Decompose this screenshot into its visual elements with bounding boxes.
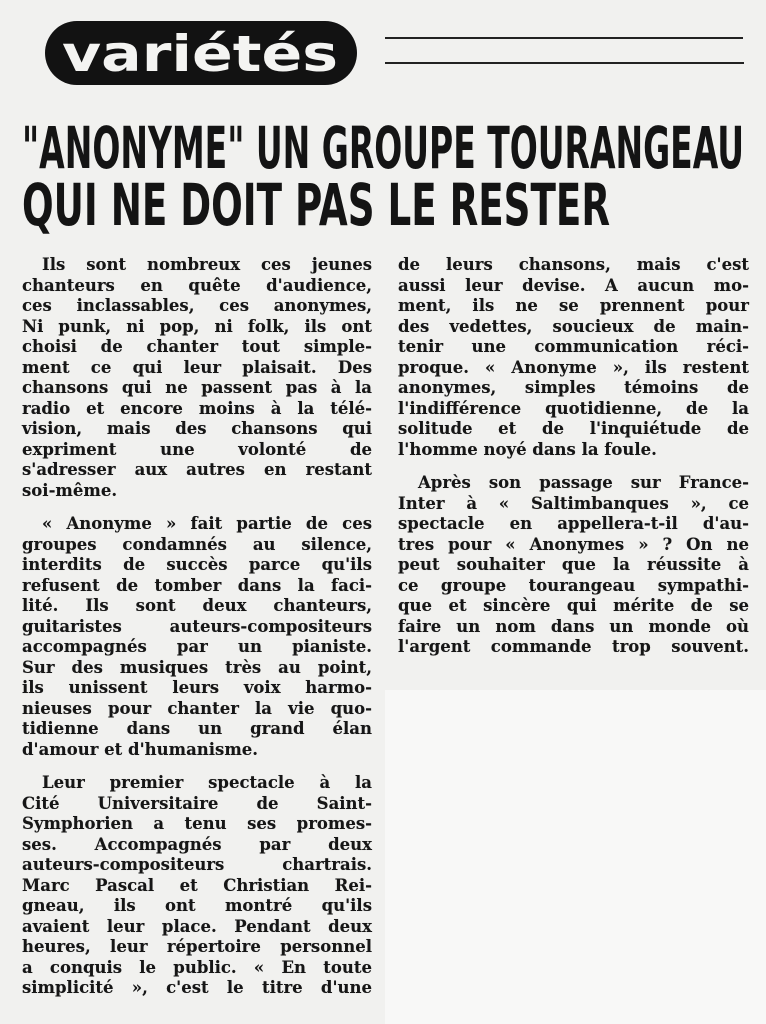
- text-line: que et sincère qui mérite de se: [398, 596, 749, 615]
- text-line: peut souhaiter que la réussite à: [398, 555, 749, 574]
- text-line: groupes condamnés au silence,: [22, 534, 372, 554]
- text-line: nieuses pour chanter la vie quo-: [22, 698, 372, 718]
- text-line: aussi leur devise. A aucun mo-: [398, 275, 749, 295]
- text-line: Ils sont nombreux ces jeunes: [42, 255, 372, 274]
- paragraph: [398, 473, 749, 658]
- text-line: ment ce qui leur plaisait. Des: [22, 357, 372, 377]
- text-line: Sur des musiques très au point,: [22, 657, 372, 677]
- text-line: Inter à « Saltimbanques », ce: [398, 493, 749, 513]
- headline-line-2: QUI NE DOIT PAS LE RESTER: [22, 171, 610, 239]
- text-line: expriment une volonté de: [22, 439, 372, 459]
- article-column-right: [398, 255, 749, 671]
- text-line: refusent de tomber dans la faci-: [22, 575, 372, 595]
- text-line: Après son passage sur France-: [418, 473, 749, 492]
- paragraph: [398, 255, 749, 460]
- article-header: [0, 0, 766, 240]
- text-line: s'adresser aux autres en restant: [22, 460, 372, 479]
- text-line: soi-même.: [22, 480, 118, 500]
- text-line: de leurs chansons, mais c'est: [398, 255, 749, 274]
- text-line: ment, ils ne se prennent pour: [398, 296, 749, 315]
- text-line: faire un nom dans un monde où: [398, 616, 749, 636]
- text-line: vision, mais des chansons qui: [22, 419, 372, 438]
- text-line: gneau, ils ont montré qu'ils: [22, 896, 372, 915]
- text-line: l'indifférence quotidienne, de la: [398, 398, 749, 418]
- text-line: interdits de succès parce qu'ils: [22, 555, 372, 574]
- text-line: avaient leur place. Pendant deux: [22, 916, 372, 936]
- paragraph: [22, 255, 372, 501]
- text-line: d'amour et d'humanisme.: [22, 739, 259, 759]
- text-line: proque. « Anonyme », ils restent: [398, 357, 749, 377]
- paragraph: [22, 773, 372, 999]
- text-line: ils unissent leurs voix harmo-: [22, 678, 372, 697]
- text-line: solitude et de l'inquiétude de: [398, 419, 749, 438]
- text-line: a conquis le public. « En toute: [22, 957, 372, 977]
- text-line: Symphorien a tenu ses promes-: [22, 814, 372, 833]
- text-line: anonymes, simples témoins de: [398, 378, 749, 397]
- text-line: guitaristes auteurs-compositeurs: [22, 616, 372, 636]
- text-line: ses. Accompagnés par deux: [22, 834, 372, 854]
- text-line: ces inclassables, ces anonymes,: [22, 296, 372, 315]
- text-line: heures, leur répertoire personnel: [22, 937, 372, 956]
- text-line: l'homme noyé dans la foule.: [398, 439, 657, 459]
- section-label: variétés: [62, 25, 338, 83]
- paper-background: [385, 690, 766, 1024]
- text-line: simplicité », c'est le titre d'une: [22, 978, 372, 997]
- text-line: chansons qui ne passent pas à la: [22, 378, 372, 397]
- text-line: auteurs-compositeurs chartrais.: [22, 855, 372, 874]
- text-line: spectacle en appellera-t-il d'au-: [398, 514, 749, 533]
- text-line: tenir une communication réci-: [398, 337, 749, 356]
- text-line: Ni punk, ni pop, ni folk, ils ont: [22, 316, 372, 336]
- article-column-left: [22, 255, 372, 1012]
- text-line: Marc Pascal et Christian Rei-: [22, 875, 372, 895]
- text-line: « Anonyme » fait partie de ces: [42, 514, 372, 533]
- text-line: choisi de chanter tout simple-: [22, 337, 372, 356]
- text-line: lité. Ils sont deux chanteurs,: [22, 596, 372, 615]
- text-line: tres pour « Anonymes » ? On ne: [398, 534, 749, 554]
- text-line: chanteurs en quête d'audience,: [22, 275, 372, 295]
- headline-line-1: "ANONYME" UN GROUPE TOURANGEAU: [22, 114, 744, 182]
- text-line: des vedettes, soucieux de main-: [398, 316, 749, 336]
- text-line: ce groupe tourangeau sympathi-: [398, 575, 749, 595]
- text-line: tidienne dans un grand élan: [22, 719, 372, 738]
- section-logo: [45, 21, 357, 85]
- text-line: Cité Universitaire de Saint-: [22, 793, 372, 813]
- text-line: Leur premier spectacle à la: [42, 773, 372, 792]
- text-line: accompagnés par un pianiste.: [22, 637, 372, 656]
- text-line: radio et encore moins à la télé-: [22, 398, 372, 418]
- text-line: l'argent commande trop souvent.: [398, 637, 749, 656]
- paragraph: [22, 514, 372, 760]
